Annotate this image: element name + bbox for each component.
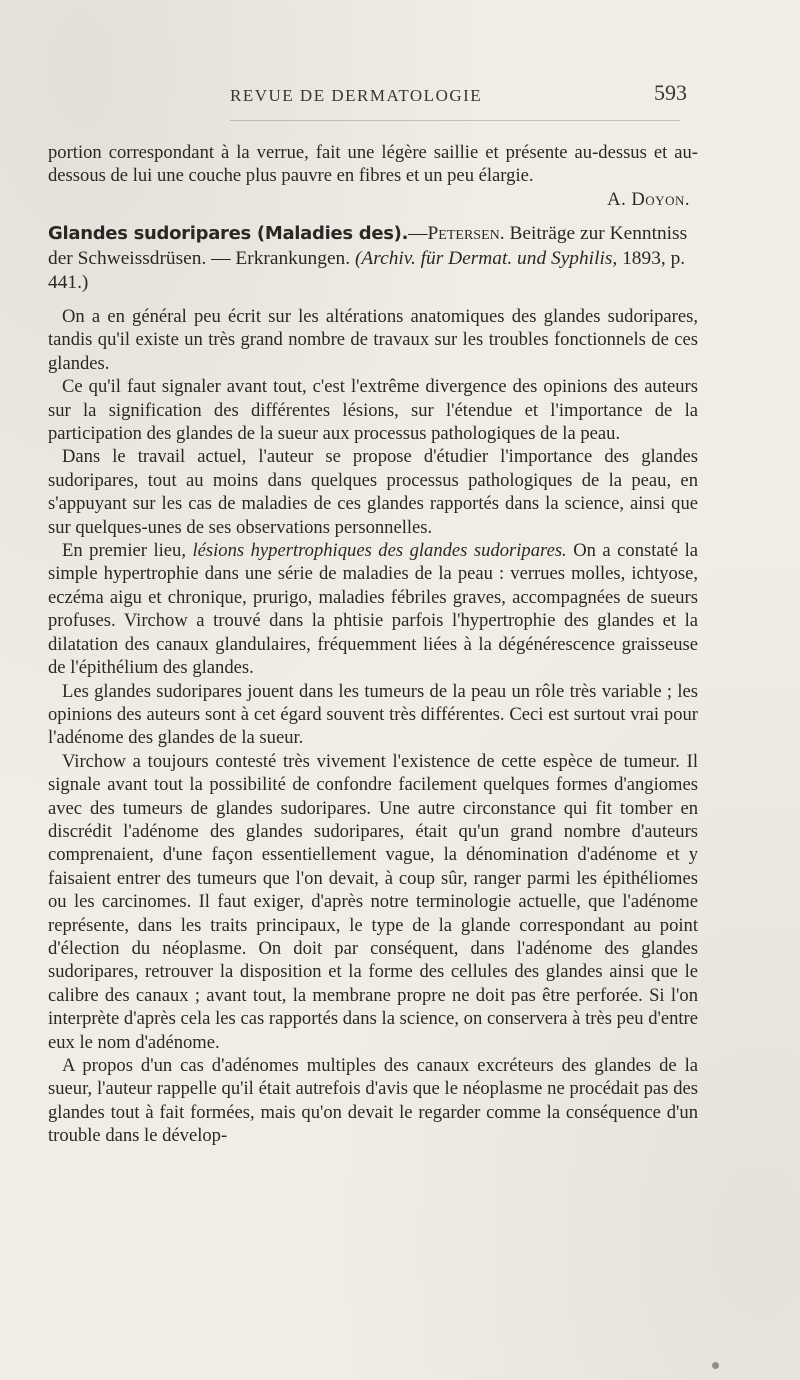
paragraph-4-italic: lésions hypertrophiques des glandes sudoripares. [192,540,567,562]
journal-title: REVUE DE DERMATOLOGIE [230,86,483,105]
entry-reference: Beiträge zur Kenntniss der Schweissdrüsen. — Erkrankungen. [48,223,688,269]
paragraph-1: On a en général peu écrit sur les altérations anatomiques des glandes sudoripares, tandis qu'il existe un très grand nombre de travaux sur les troubles fonctionnels de ces glandes. [48,306,698,374]
page-number: 593 [654,80,687,105]
entry-reference-year: 1893, p. 441.) [48,247,686,294]
entry-author: Petersen. [427,223,505,245]
entry-title: Glandes sudoripares (Maladies des). [48,223,409,245]
paragraph-6: Virchow a toujours contesté très vivement l'existence de cette espèce de tumeur. Il signale avant tout la possibilité de confondre facilement quelques formes d'angiomes avec des tumeurs de glandes sudoripares. Une autre circonstance qui fit tomber en discrédit l'adénome des glandes sudoripares, était qu'un grand nombre d'auteurs comprenaient, d'une façon essentiellement vague, la dénomination d'adénome et y faisaient entrer des tumeurs que l'on devait, à coup sûr, ranger parmi les épithéliomes ou les carcinomes. Il faut exiger, d'après notre terminologie actuelle, que l'adénome représente, dans les traits principaux, le type de la glande correspondant au point d'élection du néoplasme. On doit par conséquent, dans l'adénome des glandes sudoripares, retrouver la disposition et la forme des cellules des glandes ainsi que le calibre des canaux ; avant tout, la membrane propre ne doit pas être perforée. Si l'on interprète d'après cela les cas rapportés dans la science, on conservera à très peu d'entre eux le nom d'adénome. [48,750,698,1053]
paragraph-3: Dans le travail actuel, l'auteur se propose d'étudier l'importance des glandes sudoripares, tout au moins dans quelques processus pathologiques de la peau, en s'appuyant sur les cas de maladies de ces glandes rapportés dans la science, ainsi que sur quelques-unes de ses observations personnelles. [48,446,698,538]
entry-dash: — [408,223,428,245]
paragraph-2: Ce qu'il faut signaler avant tout, c'est l'extrême divergence des opinions des auteurs sur la signification des différentes lésions, sur l'étendue et l'importance de la participation des glandes de la sueur aux processus pathologiques de la peau. [48,376,698,445]
entry-heading [48,222,698,296]
paragraph-4 [48,539,698,679]
paragraph-7: A propos d'un cas d'adénomes multiples des canaux excréteurs des glandes de la sueur, l'auteur rappelle qu'il était autrefois d'avis que le néoplasme ne procédait pas des glandes tout à fait formées, mais qu'on devait le regarder comme la conséquence d'un trouble dans le dévelop- [48,1055,698,1147]
header-rule [230,120,680,121]
previous-entry-signature [48,188,698,211]
previous-entry-ending: portion correspondant à la verrue, fait une légère saillie et présente au-dessus et au-dessous de lui une couche plus pauvre en fibres et un peu élargie. [48,142,698,187]
article-text [48,141,698,1148]
paragraph-4-rest: On a constaté la simple hypertrophie dans une série de maladies de la peau : verrues molles, ichtyose, eczéma aigu et chronique, prurigo, maladies fébriles graves, accompagnées de sueurs profuses. Virchow a trouvé dans la phtisie parfois l'hypertrophie des glandes et la dilatation des canaux glandulaires, fréquemment liées à la dégénérescence graisseuse de l'épithélium des glandes. [48,540,699,679]
signature-name: A. Doyon. [607,188,690,210]
ink-speck [712,1362,719,1369]
paragraph-5: Les glandes sudoripares jouent dans les tumeurs de la peau un rôle très variable ; les opinions des auteurs sont à cet égard souvent très différentes. Ceci est surtout vrai pour l'adénome des glandes de la sueur. [48,680,698,749]
running-head [0,78,800,112]
paragraph-4-lead: En premier lieu, [62,540,186,562]
entry-reference-journal: (Archiv. für Dermat. und Syphilis, [354,247,618,269]
